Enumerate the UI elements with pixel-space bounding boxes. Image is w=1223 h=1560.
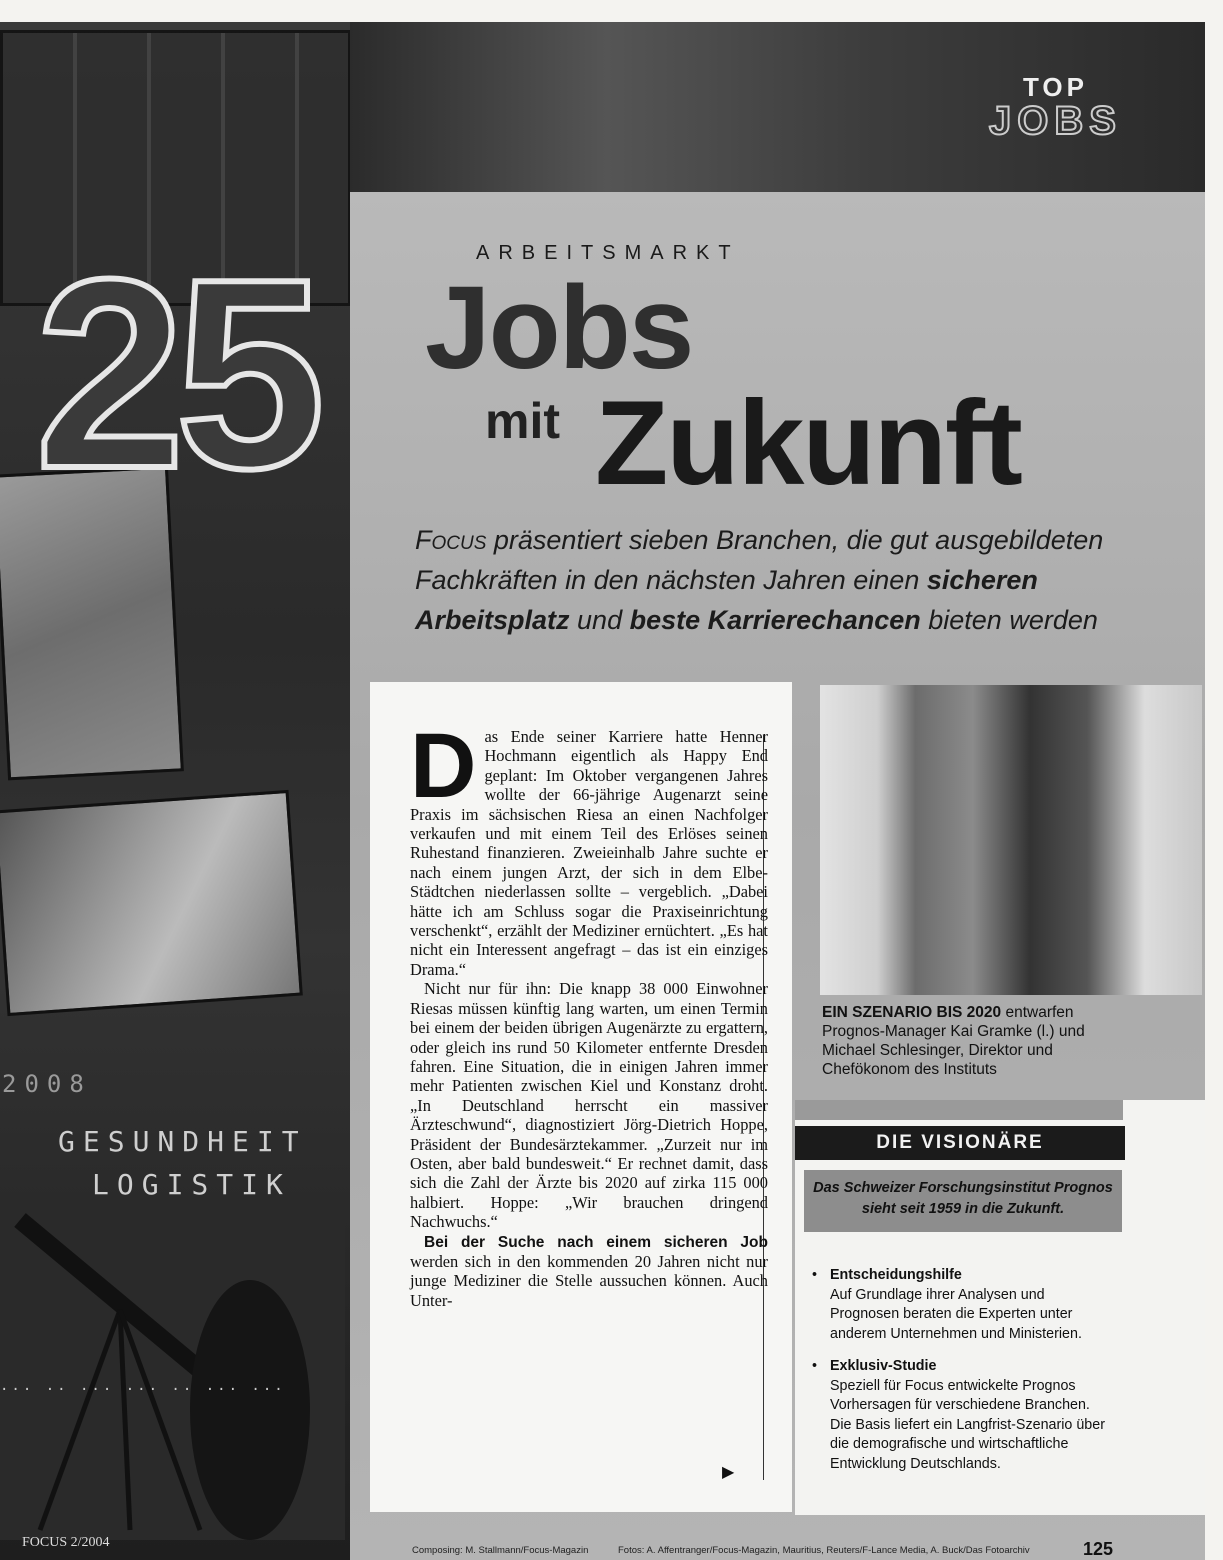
intro-part3: bieten werden: [920, 605, 1098, 635]
kicker: ARBEITSMARKT: [476, 242, 740, 264]
bullet-icon: •: [812, 1358, 818, 1374]
label-logistik: LOGISTIK: [92, 1168, 291, 1201]
photo-caption: [822, 1003, 1102, 1079]
logo-line2: JOBS: [989, 99, 1122, 143]
continue-arrow-icon: ▶: [722, 1462, 735, 1481]
article-paragraph-3: [410, 1232, 768, 1311]
headline-number: 25: [35, 224, 316, 525]
telescope-silhouette-icon: [0, 1200, 345, 1540]
year-label: 2008: [2, 1070, 92, 1098]
intro-brand: Focus: [415, 525, 487, 555]
article-paragraph-1: [410, 715, 768, 979]
article-p3-lead: Bei der Suche nach einem sicheren Job: [424, 1233, 768, 1251]
sidebar-item: [812, 1266, 1112, 1344]
sidebar-item: [812, 1357, 1112, 1474]
article-body: [410, 715, 768, 1310]
headline-word-zukunft: Zukunft: [595, 376, 1021, 510]
logo-line1: TOP: [1023, 72, 1088, 102]
sidebar-item-heading: Entscheidungshilfe: [830, 1267, 962, 1283]
sidebar-item-text: Auf Grundlage ihrer Analysen und Prognosen beraten die Experten unter anderem Unternehmen und Ministerien.: [830, 1286, 1082, 1342]
sidebar-top-bar: [795, 1100, 1123, 1120]
page-number: 125: [1083, 1539, 1114, 1559]
people-photo: [0, 790, 303, 1016]
drop-cap: D: [410, 715, 477, 817]
composing-credit: Composing: M. Stallmann/Focus-Magazin: [412, 1545, 589, 1556]
sidebar-title: DIE VISIONÄRE: [795, 1126, 1125, 1160]
article-p3-text: werden sich in den kommenden 20 Jahren nicht nur junge Mediziner die Stelle aussuchen können. Auch Unter-: [410, 1251, 768, 1310]
label-gesundheit: GESUNDHEIT: [58, 1125, 307, 1158]
headline-word-mit: mit: [485, 393, 560, 449]
bullet-icon: •: [812, 1267, 818, 1283]
photo-credits: Fotos: A. Affentranger/Focus-Magazin, Mauritius, Reuters/F-Lance Media, A. Buck/Das Fotoarchiv: [618, 1545, 1030, 1556]
intro-part2: und: [569, 605, 630, 635]
dotted-line: ... .. ... ... .. ... ...: [0, 1378, 286, 1394]
magazine-issue: FOCUS 2/2004: [22, 1535, 110, 1550]
sidebar-subtitle: Das Schweizer Forschungsinstitut Prognos sieht seit 1959 in die Zukunft.: [804, 1170, 1122, 1232]
article-paragraph-2: Nicht nur für ihn: Die knapp 38 000 Einwohner Riesas müssen künftig lang warten, um einen Termin bei einem der beiden übrigen Augenärzte zu ergattern, oder gleich ins rund 50 Kilometer entfernte Dresden fahren. Eine Situation, die in einigen Jahren immer mehr Patienten zwischen Kiel und Konstanz droht. „In Deutschland herrscht ein massiver Ärzteschwund“, diagnostiziert Jörg-Dietrich Hoppe, Präsident der Bundesärztekammer. „Zurzeit nur im Osten, aber bald bundesweit.“ Er rechnet damit, dass sich die Zahl der Ärzte bis 2020 auf zirka 115 000 halbiert. Hoppe: „Wir brauchen dringend Nachwuchs.“: [410, 979, 768, 1232]
sidebar-item-heading: Exklusiv-Studie: [830, 1358, 937, 1374]
intro-bold1: sicheren Arbeitsplatz: [415, 565, 1038, 635]
intro-bold2: beste Karrierechancen: [629, 605, 921, 635]
intro-part1: präsentiert sieben Branchen, die gut ausgebildeten Fachkräften in den nächsten Jahren einen: [415, 525, 1104, 595]
article-p1-text: as Ende seiner Karriere hatte Henner Hochmann eigentlich als Happy End geplant: Im Oktober vergangenen Jahres wollte der 66-jährige Augenarzt seine Praxis im sächsischen Riesa an einen Nachfolger verkaufen und mit einem Teil des Erlöses seinen Ruhestand finanzieren. Zweieinhalb Jahre suchte er nach einem jungen Arzt, der sich in dem Elbe-Städtchen niederlassen sollte – vergeblich. „Dabei hätte ich am Schluss sogar die Praxiseinrichtung verschenkt“, erzählt der Mediziner ernüchtert. „Es hat nicht ein Interessent angefragt – das ist ein einziges Drama.“: [410, 727, 768, 979]
sidebar-item-text: Speziell für Focus entwickelte Prognos Vorhersagen für verschiedene Branchen. Die Basis liefert ein Langfrist-Szenario über die demografische und wirtschaftliche Entwicklung Deutschlands.: [830, 1377, 1105, 1472]
caption-lead: EIN SZENARIO BIS 2020: [822, 1004, 1002, 1021]
intro-text: [415, 520, 1145, 640]
headline-word-jobs: Jobs: [425, 262, 693, 394]
top-jobs-logo: [968, 72, 1143, 147]
prognos-managers-photo: [820, 685, 1202, 995]
caption-text: entwarfen Prognos-Manager Kai Gramke (l.) und Michael Schlesinger, Direktor und Chefökonom des Instituts: [822, 1004, 1085, 1078]
